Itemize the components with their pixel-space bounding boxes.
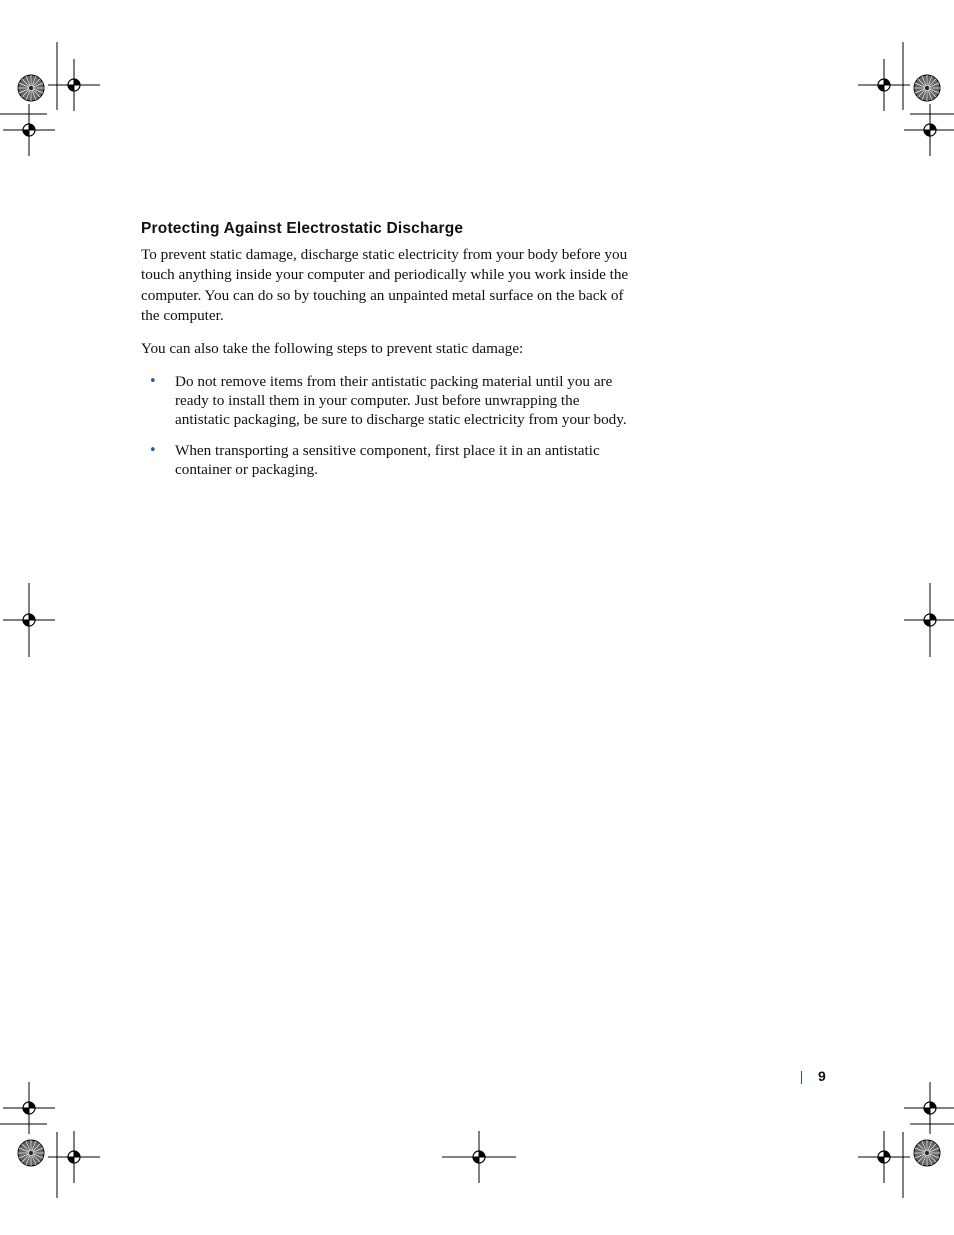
star-target-top-left xyxy=(18,75,44,101)
section-heading: Protecting Against Electrostatic Discharge xyxy=(141,220,464,237)
precaution-list xyxy=(141,372,631,479)
list-item xyxy=(141,441,631,479)
page-footer xyxy=(801,1067,826,1084)
crosshair-bottom-left-side xyxy=(3,1082,55,1134)
crosshair-top-right xyxy=(858,59,910,111)
crosshair-top-right-side xyxy=(904,104,954,156)
crosshair-bottom-right xyxy=(858,1131,910,1183)
crosshair-bottom-left xyxy=(48,1131,100,1183)
star-target-top-right xyxy=(914,75,940,101)
list-item-text: When transporting a sensitive component, first place it in an antistatic container or packaging. xyxy=(175,442,600,479)
crosshair-top-left-side xyxy=(3,104,55,156)
star-target-bottom-left xyxy=(18,1140,44,1166)
list-item-text: Do not remove items from their antistatic packing material until you are ready to install them in your computer. Just before unwrapping the antistatic packaging, be sure to discharge static electricity from your body. xyxy=(175,373,627,429)
bullet-icon: • xyxy=(149,443,157,459)
intro-paragraph: To prevent static damage, discharge static electricity from your body before you touch anything inside your computer and periodically while you work inside the computer. You can do so by touching an unpainted metal surface on the back of the computer. xyxy=(141,246,629,324)
star-target-bottom-right xyxy=(914,1140,940,1166)
crosshair-middle-right xyxy=(904,594,954,646)
page-content xyxy=(141,220,631,491)
page-number: 9 xyxy=(818,1067,826,1084)
crosshair-bottom-right-side xyxy=(904,1082,954,1134)
bullet-icon: • xyxy=(149,374,157,390)
list-item xyxy=(141,372,631,429)
lead-paragraph: You can also take the following steps to prevent static damage: xyxy=(141,340,524,358)
footer-divider xyxy=(801,1071,802,1084)
crosshair-top-left xyxy=(48,59,100,111)
